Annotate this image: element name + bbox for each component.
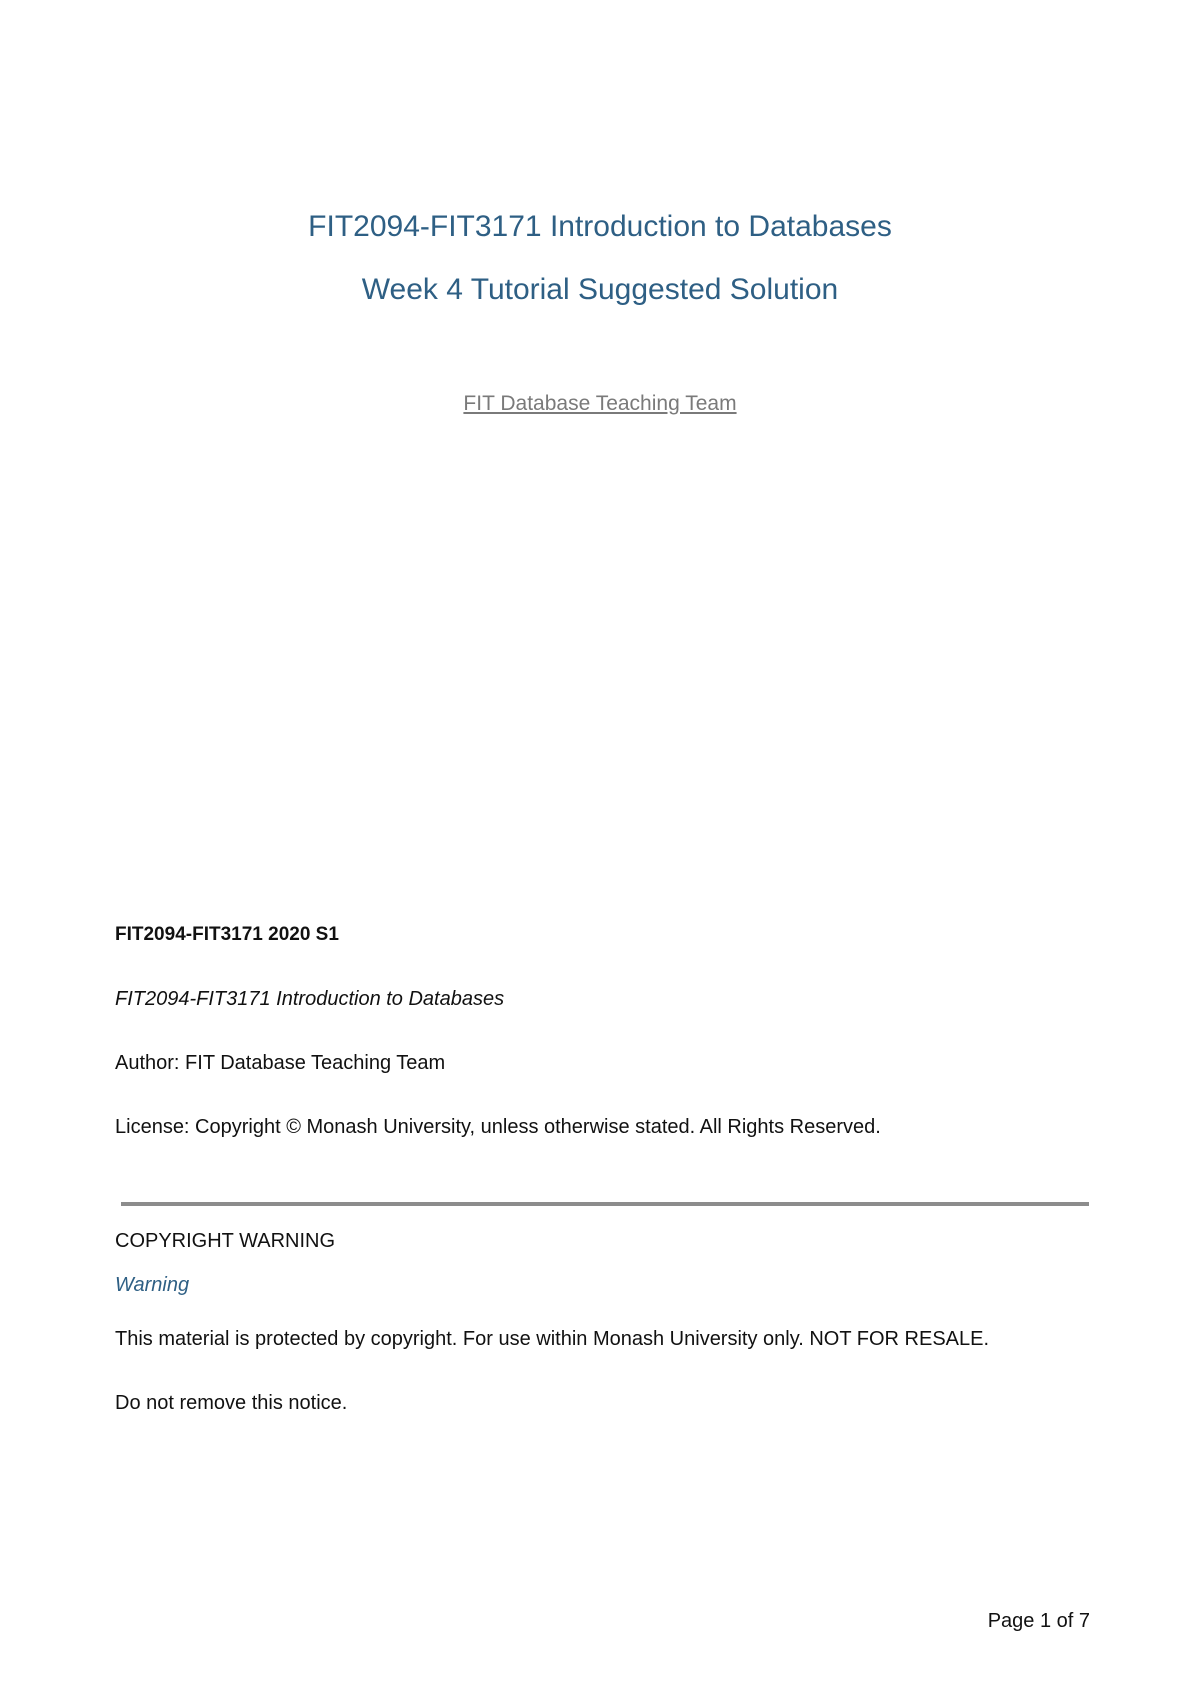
copyright-body: This material is protected by copyright. For use within Monash University only. NOT FOR RESALE. xyxy=(115,1328,990,1350)
copyright-notice: Do not remove this notice. xyxy=(115,1392,348,1414)
warning-label: Warning xyxy=(115,1274,190,1296)
copyright-heading: COPYRIGHT WARNING xyxy=(115,1230,336,1252)
horizontal-divider xyxy=(121,1202,1089,1206)
document-subtitle: Week 4 Tutorial Suggested Solution xyxy=(361,273,839,306)
author-line: Author: FIT Database Teaching Team xyxy=(115,1052,446,1074)
author-link[interactable]: FIT Database Teaching Team xyxy=(463,392,737,415)
document-title: FIT2094-FIT3171 Introduction to Databases xyxy=(308,210,892,243)
course-name: FIT2094-FIT3171 Introduction to Databases xyxy=(115,988,505,1010)
page-number: Page 1 of 7 xyxy=(987,1610,1090,1632)
license-line: License: Copyright © Monash University, unless otherwise stated. All Rights Reserved. xyxy=(115,1116,881,1138)
unit-code: FIT2094-FIT3171 2020 S1 xyxy=(115,924,339,945)
